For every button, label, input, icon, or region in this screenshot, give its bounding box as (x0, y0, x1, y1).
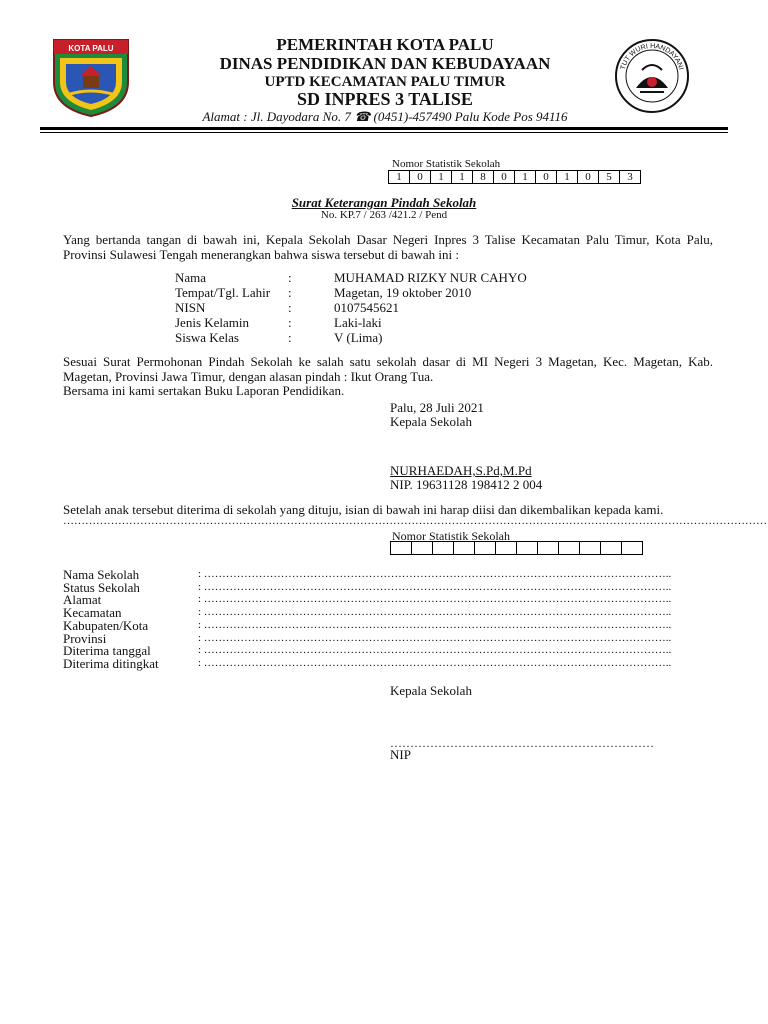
return-nss-label: Nomor Statistik Sekolah (392, 529, 510, 543)
form-field-blank[interactable]: : ……………………………………………………………………………………………………………….. (198, 606, 672, 619)
nss-empty-box[interactable] (454, 541, 475, 555)
nss-empty-box[interactable] (517, 541, 538, 555)
nss-digit: 1 (452, 170, 473, 184)
header-divider-thick (40, 127, 728, 130)
form-field-blank[interactable]: : ……………………………………………………………………………………………………………….. (198, 580, 672, 593)
student-field-label: Siswa Kelas (175, 330, 239, 345)
form-field-label: Status Sekolah (63, 579, 140, 595)
cut-line: ………………………………………………………………………………………………………………………………………………………………………… (63, 515, 767, 527)
nss-empty-box[interactable] (538, 541, 559, 555)
logo-left-label: KOTA PALU (68, 44, 114, 53)
letter-title: Surat Keterangan Pindah Sekolah (291, 195, 477, 210)
form-field-blank[interactable]: : ……………………………………………………………………………………………………………….. (198, 656, 672, 669)
header-line3: UPTD KECAMATAN PALU TIMUR (264, 74, 506, 90)
signer-name: NURHAEDAH,S.Pd,M.Pd (390, 463, 532, 478)
intro-paragraph: Yang bertanda tangan di bawah ini, Kepala Sekolah Dasar Negeri Inpres 3 Talise Kecamatan Palu Timur, Kota Palu, Provinsi Sulawesi Tengah menerangkan bahwa siswa tersebut di bawah ini : (63, 232, 713, 262)
nss-digit: 1 (389, 170, 410, 184)
nss-empty-box[interactable] (391, 541, 412, 555)
nss-empty-box[interactable] (475, 541, 496, 555)
form-field-label: Alamat (63, 592, 102, 608)
student-field-label: Jenis Kelamin (175, 315, 250, 330)
return-note: Setelah anak tersebut diterima di sekolah yang dituju, isian di bawah ini harap diisi dan dikembalikan kepada kami. (63, 502, 664, 517)
header-line1: PEMERINTAH KOTA PALU (276, 35, 494, 54)
kota-palu-logo (50, 36, 132, 118)
nss-digit: 3 (620, 170, 641, 184)
return-signer-title: Kepala Sekolah (390, 683, 472, 698)
nss-label: Nomor Statistik Sekolah (392, 158, 501, 170)
student-field-value: Magetan, 19 oktober 2010 (334, 285, 472, 300)
attachment-paragraph: Bersama ini kami sertakan Buku Laporan Pendidikan. (63, 383, 345, 398)
transfer-paragraph: Sesuai Surat Permohonan Pindah Sekolah ke salah satu sekolah dasar di MI Negeri 3 Magetan, Kec. Magetan, Kab. Magetan, Provinsi Jawa Timur, dengan alasan pindah : Ikut Orang Tua. (63, 354, 713, 384)
return-signer-dots: ………………………………………………………… (390, 736, 654, 750)
letter-number: No. KP.7 / 263 /421.2 / Pend (320, 209, 448, 221)
logo-right-label: TUT WURI HANDAYANI (619, 42, 685, 71)
nss-digit: 0 (494, 170, 515, 184)
student-field-separator: : (288, 300, 292, 315)
nss-empty-box[interactable] (601, 541, 622, 555)
form-field-blank[interactable]: : ……………………………………………………………………………………………………………….. (198, 568, 672, 580)
student-field-value: V (Lima) (334, 330, 383, 345)
student-field-label: Nama (175, 270, 207, 285)
return-signer-nip: NIP (390, 747, 411, 762)
student-field-separator: : (288, 330, 292, 345)
nss-empty-box[interactable] (580, 541, 601, 555)
nss-boxes (388, 170, 641, 184)
header-school-name: SD INPRES 3 TALISE (297, 89, 473, 109)
header-address: Alamat : Jl. Dayodara No. 7 ☎ (0451)-457490 Palu Kode Pos 94116 (202, 109, 568, 124)
student-field-separator: : (288, 285, 292, 300)
form-field-label: Diterima ditingkat (63, 655, 159, 671)
nss-empty-box[interactable] (412, 541, 433, 555)
nss-empty-box[interactable] (496, 541, 517, 555)
nss-digit: 0 (578, 170, 599, 184)
nss-digit: 5 (599, 170, 620, 184)
student-field-value: MUHAMAD RIZKY NUR CAHYO (334, 270, 527, 285)
return-nss-boxes (390, 541, 643, 555)
form-field-label: Provinsi (63, 630, 107, 646)
form-field-label: Diterima tanggal (63, 643, 151, 659)
form-field-blank[interactable]: : ……………………………………………………………………………………………………………….. (198, 618, 672, 631)
form-field-blank[interactable]: : ……………………………………………………………………………………………………………….. (198, 593, 672, 606)
form-field-blank[interactable]: : ……………………………………………………………………………………………………………….. (198, 644, 672, 657)
student-field-separator: : (288, 270, 292, 285)
student-field-label: NISN (175, 300, 206, 315)
nss-digit: 1 (431, 170, 452, 184)
form-field-label: Kecamatan (63, 605, 122, 621)
nss-empty-box[interactable] (433, 541, 454, 555)
nss-empty-box[interactable] (559, 541, 580, 555)
nss-digit: 1 (515, 170, 536, 184)
student-field-separator: : (288, 315, 292, 330)
nss-digit: 1 (557, 170, 578, 184)
student-field-label: Tempat/Tgl. Lahir (175, 285, 271, 300)
student-field-value: 0107545621 (334, 300, 399, 315)
nss-digit: 0 (410, 170, 431, 184)
header-divider-thin (40, 132, 728, 133)
header-line2: DINAS PENDIDIKAN DAN KEBUDAYAAN (219, 54, 551, 73)
form-field-label: Nama Sekolah (63, 567, 140, 582)
nss-empty-box[interactable] (622, 541, 643, 555)
signer-title: Kepala Sekolah (390, 414, 472, 429)
signer-nip: NIP. 19631128 198412 2 004 (390, 477, 543, 492)
nss-digit: 8 (473, 170, 494, 184)
student-field-value: Laki-laki (334, 315, 382, 330)
place-date: Palu, 28 Juli 2021 (390, 400, 484, 415)
form-field-blank[interactable]: : ……………………………………………………………………………………………………………….. (198, 631, 672, 644)
nss-digit: 0 (536, 170, 557, 184)
form-field-label: Kabupaten/Kota (63, 617, 149, 633)
